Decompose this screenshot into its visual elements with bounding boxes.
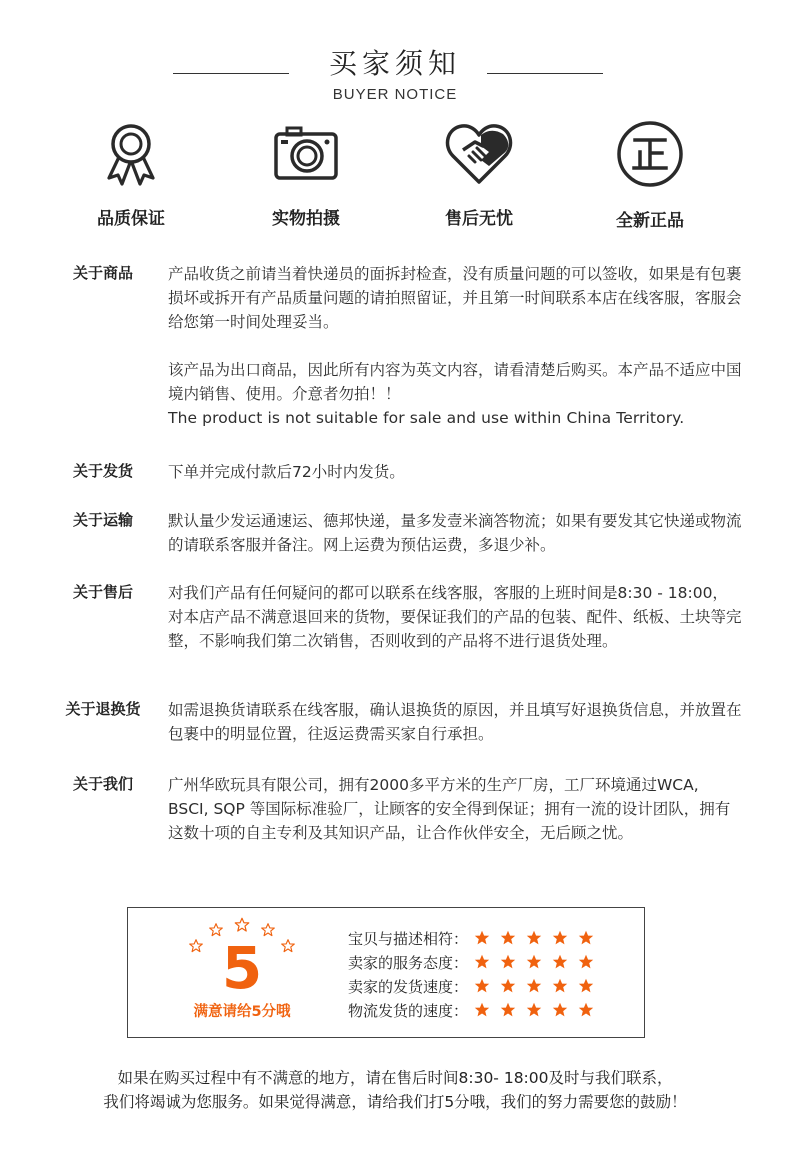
title-divider-right (487, 73, 603, 74)
section-body-about: 广州华欧玩具有限公司，拥有2000多平方米的生产厂房，工厂环境通过WCA, BSCI, SQP 等国际标准验厂，让顾客的安全得到保证；拥有一流的设计团队，拥有这数十项的自主专利及其知识产品，让合作伙伴安全，无后顾之忧。 (168, 776, 731, 842)
feature-real-photo (231, 120, 381, 229)
section-label-freight: 关于运输 (72, 511, 133, 529)
section-label-goods: 关于商品 (72, 264, 133, 282)
star-icon (526, 954, 542, 970)
genuine-seal-icon (616, 120, 684, 188)
footer-line-1: 如果在购买过程中有不满意的地方，请在售后时间8:30- 18:00及时与我们联系， (117, 1069, 673, 1087)
section-body-returns: 如需退换货请联系在线客服，确认退换货的原因，并且填写好退换货信息，并放置在包裹中的明显位置，往返运费需买家自行承担。 (168, 701, 742, 743)
star-icon (552, 1002, 568, 1018)
rating-prompt: 满意请给5分哦 (193, 1004, 291, 1020)
rating-row (348, 950, 594, 974)
star-icon (500, 978, 516, 994)
rating-row-label: 宝贝与描述相符： (348, 929, 469, 948)
handshake-heart-icon (445, 120, 513, 186)
section-body-aftersale: 对我们产品有任何疑问的都可以联系在线客服，客服的上班时间是8:30 - 18:00，对本店产品不满意退回来的货物，要保证我们的产品的包装、配件、纸板、土块等完整，不影响我们第二次销售，否则收到的产品将不进行退货处理。 (168, 584, 742, 650)
star-icon (552, 978, 568, 994)
rating-row (348, 974, 594, 998)
goods-paragraph-2 (168, 358, 743, 430)
rating-box (127, 907, 645, 1038)
star-rating (474, 930, 594, 946)
section-label-shipping: 关于发货 (72, 462, 133, 480)
title-divider-left (173, 73, 289, 74)
section-body-freight: 默认量少发运通速运、德邦快递，量多发壹米滴答物流；如果有要发其它快递或物流的请联系客服并备注。网上运费为预估运费，多退少补。 (168, 512, 742, 554)
star-icon (474, 930, 490, 946)
star-icon (578, 930, 594, 946)
rating-row-label: 卖家的发货速度： (348, 977, 469, 996)
ribbon-icon (99, 120, 163, 186)
star-icon (552, 930, 568, 946)
star-icon (474, 954, 490, 970)
star-rating (474, 978, 594, 994)
feature-label: 售后无忧 (445, 209, 513, 229)
star-rating (474, 1002, 594, 1018)
section-body-shipping: 下单并完成付款后72小时内发货。 (168, 463, 405, 481)
goods-notice-text: 该产品为出口商品，因此所有内容为英文内容，请看清楚后购买。本产品不适应中国境内销售、使用。介意者勿拍！！ (168, 361, 742, 403)
star-icon (552, 954, 568, 970)
star-icon (500, 1002, 516, 1018)
feature-label: 实物拍摄 (272, 209, 340, 229)
goods-notice-english: The product is not suitable for sale and use within China Territory. (168, 409, 685, 427)
section-label-returns: 关于退换货 (65, 700, 141, 718)
rating-row (348, 926, 594, 950)
star-icon (526, 978, 542, 994)
star-icon (500, 930, 516, 946)
section-label-aftersale: 关于售后 (72, 583, 133, 601)
rating-score: 5 (221, 934, 263, 1002)
goods-paragraph-1: 产品收货之前请当着快递员的面拆封检查，没有质量问题的可以签收，如果是有包裹损坏或拆开有产品质量问题的请拍照留证，并且第一时间联系本店在线客服，客服会给您第一时间处理妥当。 (168, 265, 742, 331)
page-subtitle: BUYER NOTICE (332, 86, 458, 103)
rating-row (348, 998, 594, 1022)
rating-row-label: 物流发货的速度： (348, 1001, 469, 1020)
section-body-goods (168, 262, 743, 430)
rating-row-label: 卖家的服务态度： (348, 953, 469, 972)
star-icon (474, 978, 490, 994)
page-title: 买家须知 (328, 47, 461, 80)
feature-label: 品质保证 (97, 209, 165, 229)
feature-after-sale (404, 120, 554, 229)
star-icon (526, 930, 542, 946)
rating-rows (348, 926, 594, 1022)
camera-icon (273, 120, 339, 186)
star-icon (578, 954, 594, 970)
star-rating (474, 954, 594, 970)
section-label-about: 关于我们 (72, 775, 133, 793)
star-icon (500, 954, 516, 970)
feature-label: 全新正品 (616, 211, 684, 231)
feature-genuine (575, 120, 725, 231)
star-icon (578, 978, 594, 994)
footer-line-2: 我们将竭诚为您服务。如果觉得满意，请给我们打5分哦，我们的努力需要您的鼓励！ (103, 1093, 687, 1111)
star-icon (526, 1002, 542, 1018)
star-icon (474, 1002, 490, 1018)
star-icon (578, 1002, 594, 1018)
feature-quality (56, 120, 206, 229)
footer-note (0, 1066, 790, 1114)
